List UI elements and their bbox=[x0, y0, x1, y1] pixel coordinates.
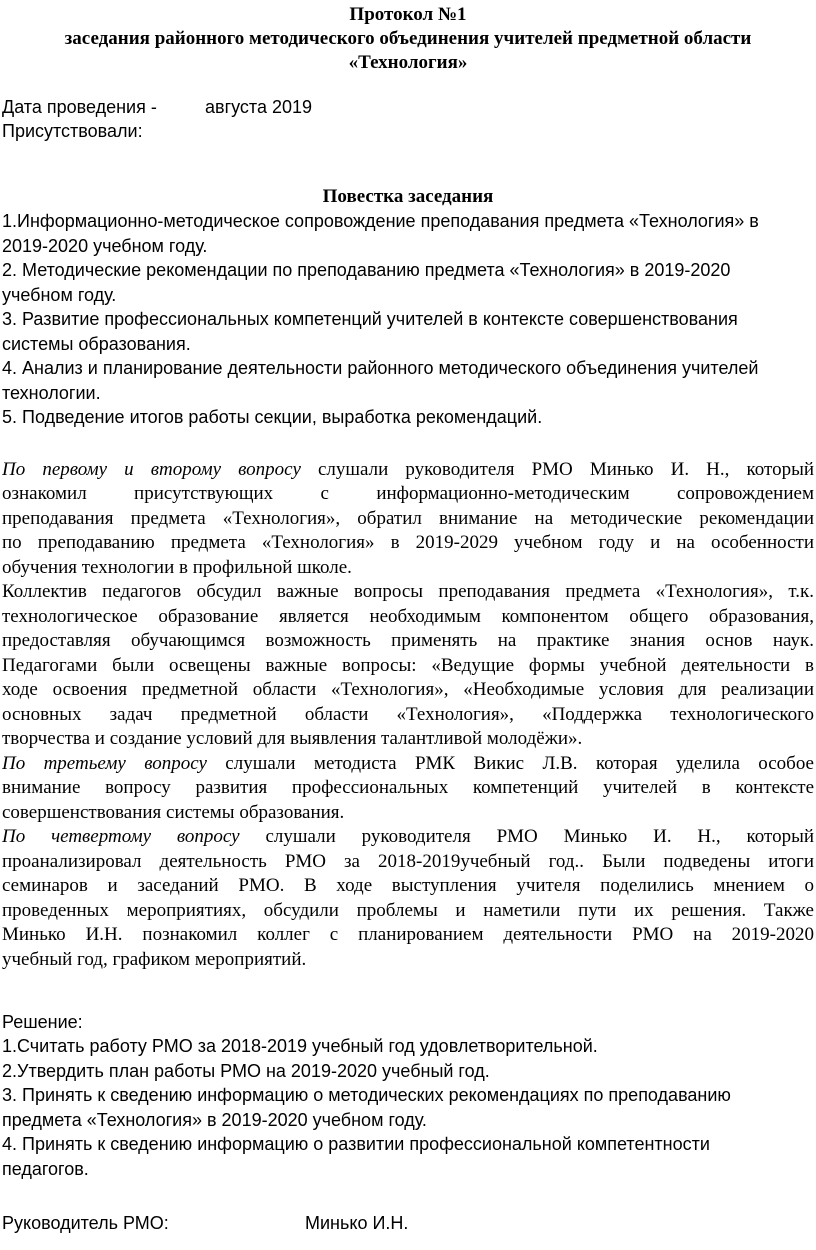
agenda-line: 4. Анализ и планирование деятельности районного методического объединения учителей bbox=[2, 358, 759, 378]
q3-line: внимание вопросу развития профессиональных компетенций учителей в контексте bbox=[2, 777, 814, 798]
q12-word: ознакомил bbox=[2, 483, 87, 504]
q12-rest: слушали руководителя РМО Минько И. Н., который bbox=[318, 459, 814, 480]
protocol-title: Протокол №1 bbox=[349, 4, 467, 25]
agenda-line: учебном году. bbox=[2, 285, 117, 305]
q12-line2 bbox=[2, 482, 814, 506]
discussion-line: Педагогами были освещены важные вопросы: «Ведущие формы учебной деятельности в bbox=[2, 655, 814, 676]
agenda-line: 3. Развитие профессиональных компетенций учителей в контексте совершенствования bbox=[2, 309, 738, 329]
decision-line: 2.Утвердить план работы РМО на 2019-2020 учебный год. bbox=[2, 1061, 490, 1081]
q3-line: совершенствования системы образования. bbox=[2, 802, 345, 823]
discussion-line: преподавания предмета «Технология», обратил внимание на методические рекомендации bbox=[2, 508, 814, 529]
q4-line: семинаров и заседаний РМО. В ходе выступления учителя поделились мнением о bbox=[2, 875, 814, 896]
q3-rest: слушали методиста РМК Викис Л.В. которая уделила особое bbox=[225, 753, 814, 774]
discussion-line: основных задач предметной области «Технология», «Поддержка технологического bbox=[2, 704, 814, 725]
q3-line bbox=[2, 752, 814, 776]
agenda-heading: Повестка заседания bbox=[322, 186, 494, 207]
discussion-line: ходе освоения предметной области «Технология», «Необходимые условия для реализации bbox=[2, 679, 814, 700]
date-label: Дата проведения - bbox=[2, 97, 157, 117]
decision-line: 3. Принять к сведению информацию о методических рекомендациях по преподаванию bbox=[2, 1085, 731, 1105]
decision-line: педагогов. bbox=[2, 1159, 89, 1179]
decision-line: предмета «Технология» в 2019-2020 учебном году. bbox=[2, 1110, 427, 1130]
protocol-subject: «Технология» bbox=[348, 52, 468, 73]
q4-rest: слушали руководителя РМО Минько И. Н., который bbox=[265, 826, 814, 847]
q12-word: информационно-методическим bbox=[376, 483, 630, 504]
discussion-line: по преподаванию предмета «Технология» в 2019-2029 учебном году и на особенности bbox=[2, 532, 814, 553]
signature-role: Руководитель РМО: bbox=[2, 1213, 169, 1233]
q12-italic: По первому и второму вопросу bbox=[2, 459, 301, 480]
q4-line: проанализировал деятельность РМО за 2018-2019учебный год.. Были подведены итоги bbox=[2, 851, 814, 872]
discussion-line: обучения технологии в профильной школе. bbox=[2, 557, 352, 578]
q12-word: сопровождением bbox=[676, 483, 814, 504]
q4-italic: По четвертому вопросу bbox=[2, 826, 240, 847]
q4-line: учебный год, графиком мероприятий. bbox=[2, 949, 307, 970]
agenda-line: технологии. bbox=[2, 383, 101, 403]
present-label: Присутствовали: bbox=[2, 121, 143, 141]
q12-line bbox=[2, 458, 814, 482]
agenda-line: 2. Методические рекомендации по преподаванию предмета «Технология» в 2019-2020 bbox=[2, 260, 731, 280]
agenda-line: 2019-2020 учебном году. bbox=[2, 236, 208, 256]
q12-word: с bbox=[320, 483, 329, 504]
agenda-line: 5. Подведение итогов работы секции, выработка рекомендаций. bbox=[2, 407, 543, 427]
decision-line: 4. Принять к сведению информацию о развитии профессиональной компетентности bbox=[2, 1134, 710, 1154]
date-value: августа 2019 bbox=[205, 97, 313, 117]
discussion-line: технологическое образование является необходимым компонентом общего образования, bbox=[2, 606, 814, 627]
discussion-line: предоставляя обучающимся возможность применять на практике знания основ наук. bbox=[2, 630, 814, 651]
decision-heading: Решение: bbox=[2, 1012, 83, 1032]
protocol-subtitle: заседания районного методического объединения учителей предметной области bbox=[64, 28, 752, 49]
signature-name: Минько И.Н. bbox=[305, 1213, 409, 1233]
agenda-line: 1.Информационно-методическое сопровождение преподавания предмета «Технология» в bbox=[2, 211, 759, 231]
q3-italic: По третьему вопросу bbox=[2, 753, 207, 774]
agenda-line: системы образования. bbox=[2, 334, 191, 354]
q4-line: Минько И.Н. познакомил коллег с планированием деятельности РМО на 2019-2020 bbox=[2, 924, 814, 945]
discussion-line: Коллектив педагогов обсудил важные вопросы преподавания предмета «Технология», т.к. bbox=[2, 581, 814, 602]
q4-line bbox=[2, 825, 814, 849]
q4-line: проведенных мероприятиях, обсудили проблемы и наметили пути их решения. Также bbox=[2, 900, 814, 921]
q12-word: присутствующих bbox=[134, 483, 274, 504]
discussion-line: творчества и создание условий для выявления талантливой молодёжи». bbox=[2, 728, 583, 749]
decision-line: 1.Считать работу РМО за 2018-2019 учебный год удовлетворительной. bbox=[2, 1036, 598, 1056]
